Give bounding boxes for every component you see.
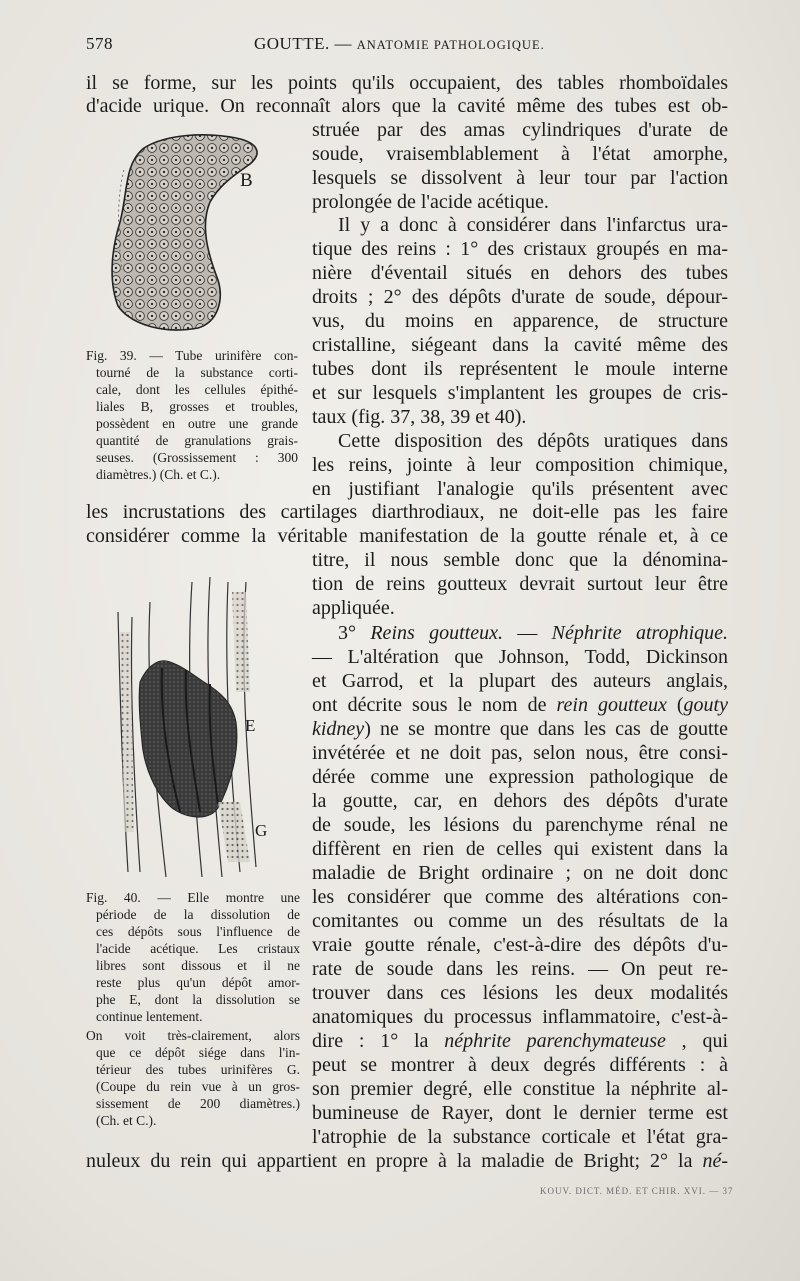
fig40-label-g: G xyxy=(255,821,268,840)
page-footer: KOUV. DICT. MÉD. ET CHIR. XVI. — 37 xyxy=(540,1186,734,1196)
text-line: anatomiques du processus inflammatoire, c'est-à- xyxy=(312,1006,728,1028)
text-line: peut se montrer à deux degrés différents : à xyxy=(312,1054,728,1076)
text-line: d'acide urique. On reconnaît alors que la cavité même des tubes est ob- xyxy=(86,95,728,117)
fig40-caption-line: phe E, dont la dissolution se xyxy=(96,992,300,1007)
text-line: ont décrite sous le nom de rein goutteux (gouty xyxy=(312,694,728,716)
text-line: l'atrophie de la substance corticale et l'état gra- xyxy=(312,1126,728,1148)
text-line: lesquels se dissolvent à leur tour par l'action xyxy=(312,167,728,189)
text-line: titre, il nous semble donc que la dénomina- xyxy=(312,549,728,571)
fig40-caption-line: libres sont dissous et il ne xyxy=(96,958,300,973)
running-header xyxy=(86,34,736,60)
text-line: Cette disposition des dépôts uratiques dans xyxy=(338,430,728,452)
fig39-caption-line: quantité de granulations grais- xyxy=(96,433,298,448)
text-line: struée par des amas cylindriques d'urate de xyxy=(312,119,728,141)
text-line: les considérer que comme des altérations con- xyxy=(312,886,728,908)
fig40-caption-line: l'acide acétique. Les cristaux xyxy=(96,941,300,956)
text-line: dire : 1° la néphrite parenchymateuse , qui xyxy=(312,1030,728,1052)
text-line: invétérée et ne doit pas, selon nous, être consi- xyxy=(312,742,728,764)
fig40-caption-line: On voit très-clairement, alors xyxy=(86,1028,300,1043)
text-line: en justifiant l'analogie qu'ils présentent avec xyxy=(312,478,728,500)
fig40-caption-line: période de la dissolution de xyxy=(96,907,300,922)
fig39-caption-line: possèdent en outre une grande xyxy=(96,416,298,431)
text-line: nière d'éventail situés en dehors des tubes xyxy=(312,262,728,284)
fig40-caption-line: térieur des tubes urinifères G. xyxy=(96,1062,300,1077)
fig40-caption-line: continue lentement. xyxy=(96,1009,203,1024)
text-line: bumineuse de Rayer, dont le dernier terme est xyxy=(312,1102,728,1124)
text-line: — L'altération que Johnson, Todd, Dickinson xyxy=(312,646,728,668)
text-line: soude, vraisemblablement à l'état amorphe, xyxy=(312,143,728,165)
fig40-caption-line: ces dépôts sous l'influence de xyxy=(96,924,300,939)
text-line: droits ; 2° des dépôts d'urate de soude, dépour- xyxy=(312,286,728,308)
fig40-caption-line: reste plus qu'un dépôt amor- xyxy=(96,975,300,990)
text-line: Il y a donc à considérer dans l'infarctus ura- xyxy=(338,214,728,236)
text-line: les incrustations des cartilages diarthrodiaux, ne doit-elle pas les faire xyxy=(86,501,728,523)
text-line: taux (fig. 37, 38, 39 et 40). xyxy=(312,406,527,428)
fig39-caption-line: tourné de la substance corti- xyxy=(96,365,298,380)
text-line: tique des reins : 1° des cristaux groupés en ma- xyxy=(312,238,728,260)
section-heading: 3° Reins goutteux. — Néphrite atrophique. xyxy=(338,622,729,644)
text-line: trouver dans ces lésions les deux modalités xyxy=(312,982,728,1004)
fig39-caption-line: seuses. (Grossissement : 300 xyxy=(96,450,298,465)
text-line: nuleux du rein qui appartient en propre à la maladie de Bright; 2° la né- xyxy=(86,1150,728,1172)
text-line: diffèrent en rien de celles qui existent dans la xyxy=(312,838,728,860)
text-line: vus, du moins en apparence, de structure xyxy=(312,310,728,332)
text-line: et Garrod, et la plupart des auteurs anglais, xyxy=(312,670,728,692)
text-line: de soude, les lésions du parenchyme rénal ne xyxy=(312,814,728,836)
fig39-illustration xyxy=(86,130,286,335)
text-line: tion de reins goutteux devrait surtout leur être xyxy=(312,573,728,595)
text-line: les reins, jointe à leur composition chimique, xyxy=(312,454,728,476)
fig40-caption-line: sissement de 200 diamètres.) xyxy=(96,1096,300,1111)
page-number: 578 xyxy=(86,34,113,53)
text-line: dérée comme une expression pathologique de xyxy=(312,766,728,788)
text-line: rate de soude dans les reins. — On peut re- xyxy=(312,958,728,980)
running-title: GOUTTE. — ANATOMIE PATHOLOGIQUE. xyxy=(254,34,545,53)
text-line: la goutte, car, en dehors des dépôts d'urate xyxy=(312,790,728,812)
fig40-caption-line: Fig. 40. — Elle montre une xyxy=(86,890,300,905)
text-line: appliquée. xyxy=(312,597,395,619)
fig39-caption-line: Fig. 39. — Tube urinifère con- xyxy=(86,348,298,363)
text-line: maladie de Bright ordinaire ; on ne doit donc xyxy=(312,862,728,884)
text-line: cristalline, siégeant dans la cavité même des xyxy=(312,334,728,356)
text-line: kidney) ne se montre que dans les cas de goutte xyxy=(312,718,728,740)
fig39-caption-line: cale, dont les cellules épithé- xyxy=(96,382,298,397)
text-line: vraie goutte rénale, c'est-à-dire des dépôts d'u- xyxy=(312,934,728,956)
fig39-label-b: B xyxy=(240,170,253,191)
text-line: son premier degré, elle constitue la néphrite al- xyxy=(312,1078,728,1100)
text-line: prolongée de l'acide acétique. xyxy=(312,191,549,213)
text-line: tubes dont ils représentent le moule interne xyxy=(312,358,728,380)
text-line: comitantes ou comme un des résultats de la xyxy=(312,910,728,932)
fig40-caption-line: (Ch. et C.). xyxy=(96,1113,157,1128)
text-line: et sur lesquels s'implantent les groupes de cris- xyxy=(312,382,728,404)
fig40-caption-line: que ce dépôt siége dans l'in- xyxy=(96,1045,300,1060)
fig39-caption-line: diamètres.) (Ch. et C.). xyxy=(96,467,221,482)
fig39-caption-line: liales B, grosses et troubles, xyxy=(96,399,298,414)
text-line: considérer comme la véritable manifestation de la goutte rénale et, à ce xyxy=(86,525,728,547)
fig40-caption-line: (Coupe du rein vue à un gros- xyxy=(96,1079,300,1094)
text-line: il se forme, sur les points qu'ils occupaient, des tables rhomboïdales xyxy=(86,72,728,94)
fig40-label-e: E xyxy=(245,716,256,735)
